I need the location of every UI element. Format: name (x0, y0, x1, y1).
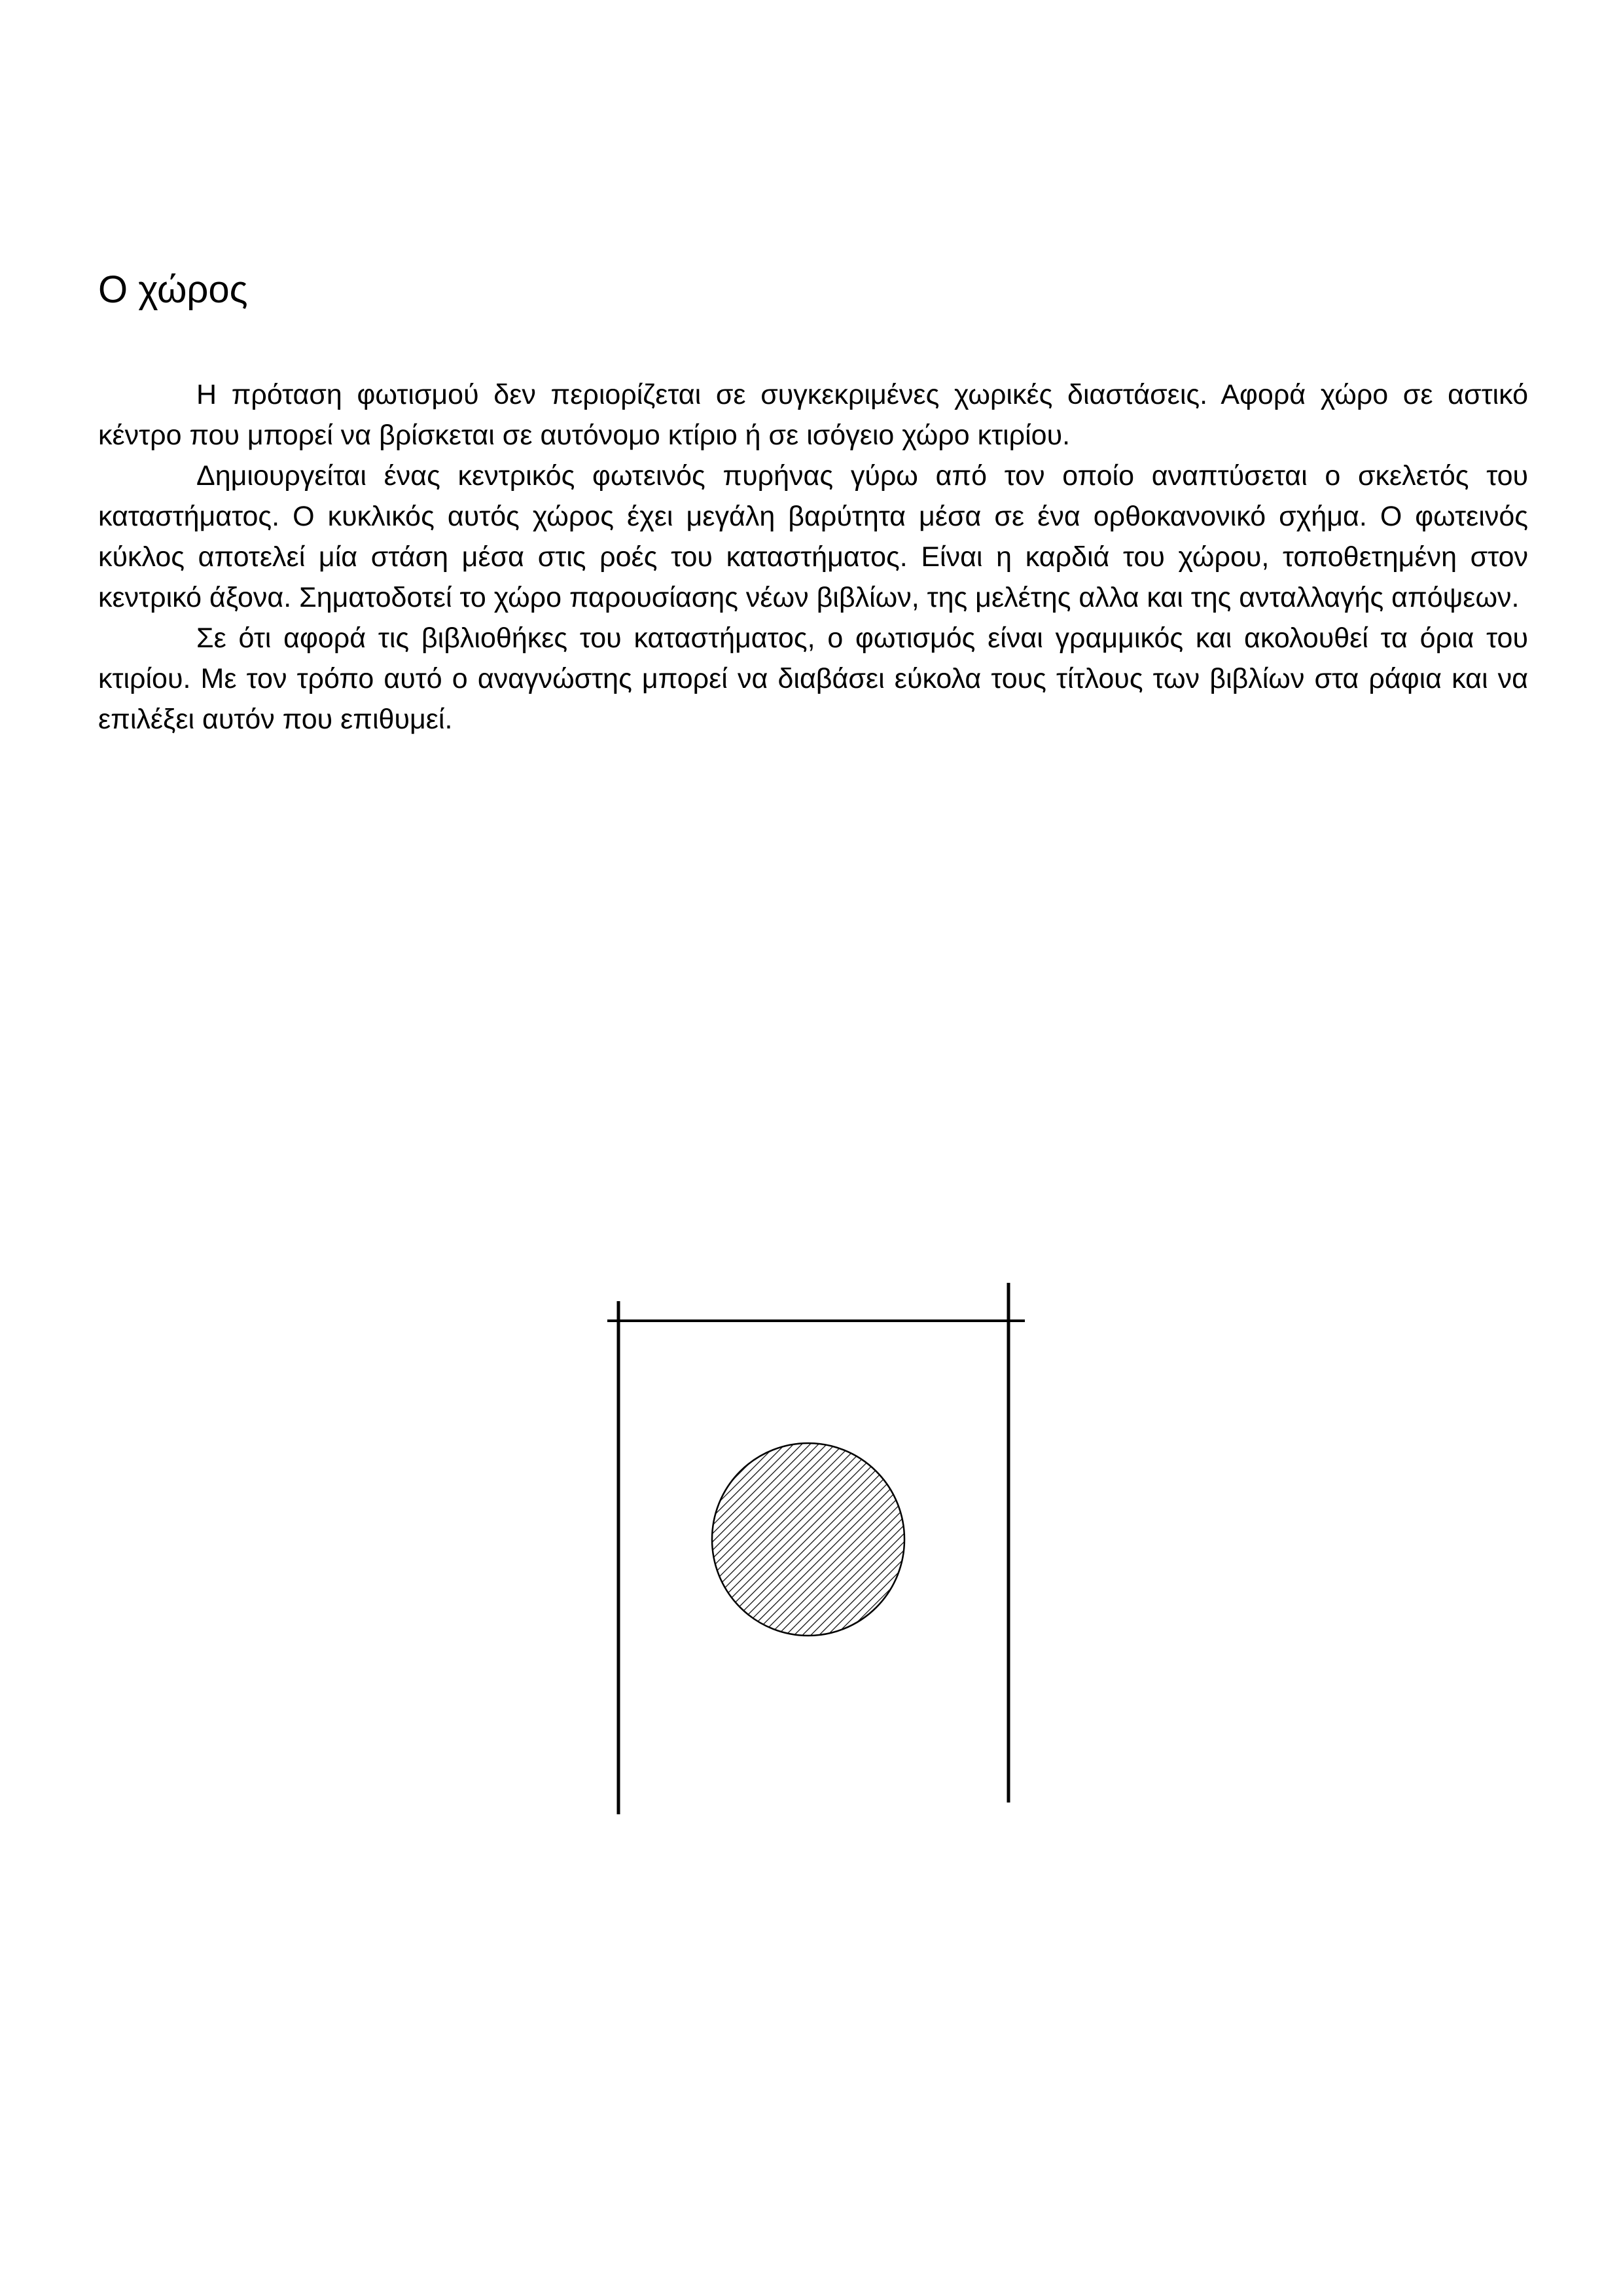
paragraph-3: Σε ότι αφορά τις βιβλιοθήκες του καταστήματος, ο φωτισμός είναι γραμμικός και ακολουθεί τα όρια του κτιρίου. Με τον τρόπο αυτό ο αναγνώστης μπορεί να διαβάσει εύκολα τους τίτλους των βιβλίων στα ράφια και να επιλέξει αυτόν που επιθυμεί. (98, 622, 1528, 735)
floor-plan-diagram (589, 1257, 1047, 1820)
page-title: Ο χώρος (98, 268, 248, 311)
central-light-core (712, 1443, 904, 1636)
paragraph-2: Δημιουργείται ένας κεντρικός φωτεινός πυρήνας γύρω από τον οποίο αναπτύσεται ο σκελετός του καταστήματος. Ο κυκλικός αυτός χώρος έχει μεγάλη βαρύτητα μέσα σε ένα ορθοκανονικό σχήμα. Ο φωτεινός κύκλος αποτελεί μία στάση μέσα στις ροές του καταστήματος. Είναι η καρδιά του χώρου, τοποθετημένη στον κεντρικό άξονα. Σηματοδοτεί το χώρο παρουσίασης νέων βιβλίων, της μελέτης αλλα και της ανταλλαγής απόψεων. (98, 460, 1528, 613)
paragraph-1: Η πρόταση φωτισμού δεν περιορίζεται σε συγκεκριμένες χωρικές διαστάσεις. Αφορά χώρο σε αστικό κέντρο που μπορεί να βρίσκεται σε αυτόνομο κτίριο ή σε ισόγειο χώρο κτιρίου. (98, 379, 1528, 451)
body-text (98, 374, 1528, 740)
